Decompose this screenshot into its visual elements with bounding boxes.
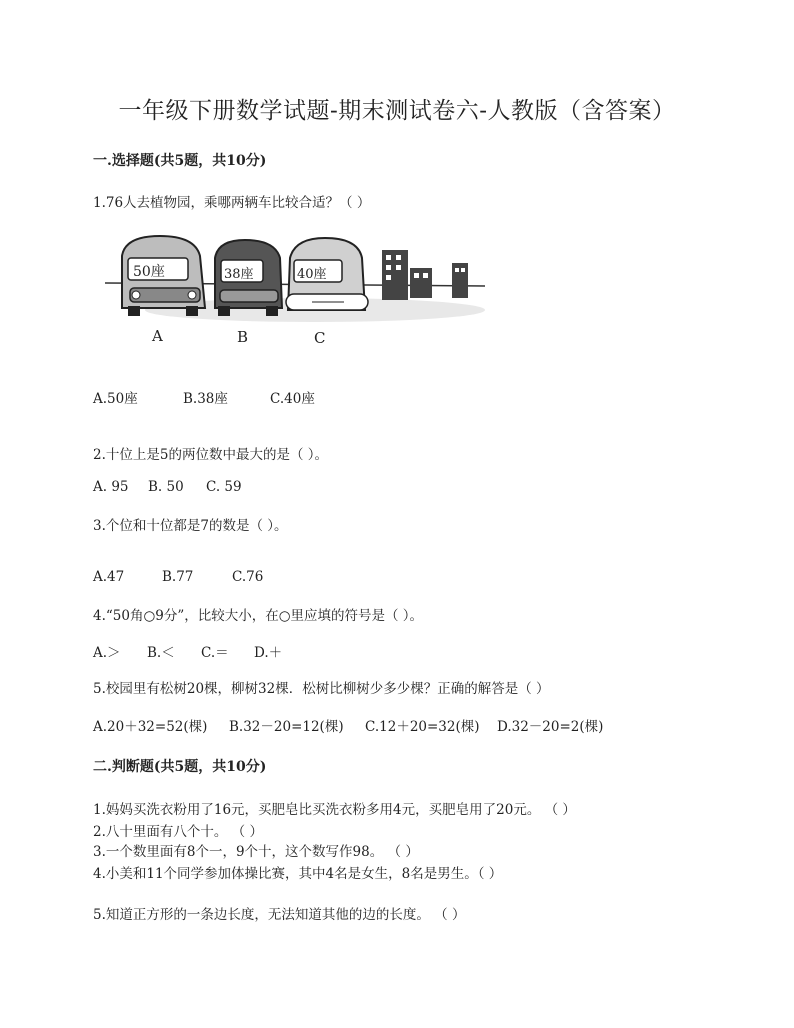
option[interactable]: C. 59 [206, 479, 242, 495]
buildings-icon [382, 250, 468, 300]
option[interactable]: A.50座 [93, 391, 138, 407]
section-heading-choice: 一.选择题(共5题，共10分) [93, 153, 267, 169]
judgement-item: 2.八十里面有八个十。 （ ） [93, 824, 263, 840]
page-title: 一年级下册数学试题-期末测试卷六-人教版（含答案） [118, 98, 676, 124]
option[interactable]: C.40座 [270, 391, 315, 407]
option[interactable]: A. 95 [93, 479, 129, 495]
option[interactable]: C.12＋20=32(棵) [365, 719, 480, 735]
option[interactable]: B. 50 [148, 479, 184, 495]
option[interactable]: A.20＋32=52(棵) [93, 719, 208, 735]
option[interactable]: B.＜ [147, 645, 175, 661]
judgement-item: 1.妈妈买洗衣粉用了16元，买肥皂比买洗衣粉多用4元，买肥皂用了20元。 （ ） [93, 802, 576, 818]
option[interactable]: C.＝ [201, 645, 229, 661]
section-heading-judgement: 二.判断题(共5题，共10分) [93, 759, 267, 775]
option[interactable]: D.＋ [254, 645, 283, 661]
bus-b-label: B [237, 328, 249, 346]
option[interactable]: B.77 [162, 569, 194, 585]
question-text: 3.个位和十位都是7的数是（ ）。 [93, 518, 288, 534]
judgement-item: 3.一个数里面有8个一，9个十，这个数写作98。 （ ） [93, 844, 419, 860]
bus-a-seats: 50座 [133, 264, 165, 280]
option[interactable]: C.76 [232, 569, 264, 585]
option[interactable]: D.32－20=2(棵) [497, 719, 604, 735]
judgement-item: 5.知道正方形的一条边长度，无法知道其他的边的长度。 （ ） [93, 907, 466, 923]
bus-c-seats: 40座 [297, 267, 327, 282]
option[interactable]: A.＞ [93, 645, 121, 661]
bus-c-label: C [314, 329, 326, 347]
bus-b-seats: 38座 [224, 267, 254, 282]
question-text: 2.十位上是5的两位数中最大的是（ ）。 [93, 447, 329, 463]
bus-a-label: A [152, 327, 163, 345]
option[interactable]: B.38座 [183, 391, 228, 407]
option[interactable]: B.32－20=12(棵) [229, 719, 344, 735]
question-text: 5.校园里有松树20棵，柳树32棵．松树比柳树少多少棵？正确的解答是（ ） [93, 681, 550, 697]
judgement-item: 4.小美和11个同学参加体操比赛，其中4名是女生，8名是男生。（ ） [93, 866, 503, 882]
option[interactable]: A.47 [93, 569, 125, 585]
question-text: 4.“50角○9分”，比较大小，在○里应填的符号是（ ）。 [93, 608, 424, 624]
question-text: 1.76人去植物园，乘哪两辆车比较合适？（ ） [93, 195, 371, 211]
